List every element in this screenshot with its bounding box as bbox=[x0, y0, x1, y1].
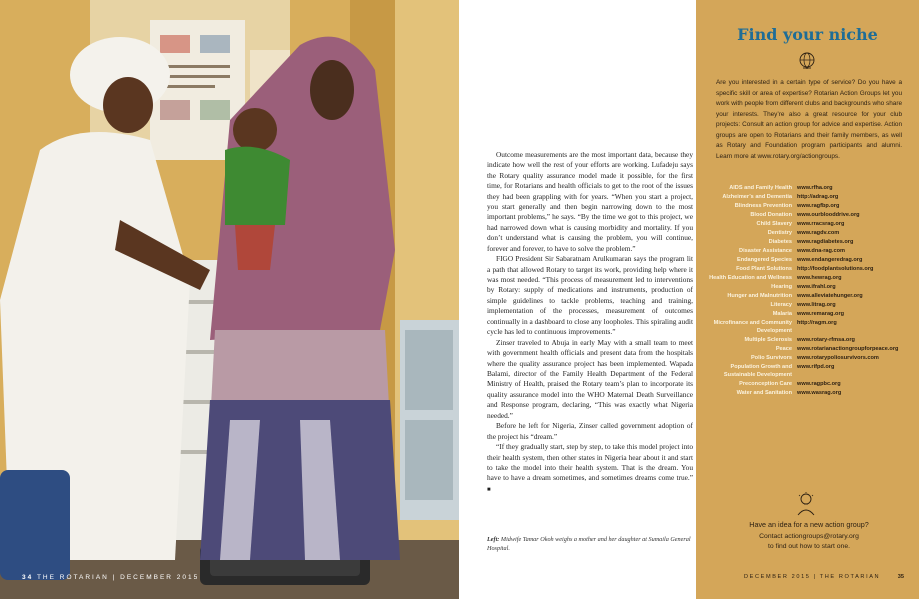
action-group-row bbox=[704, 229, 912, 237]
action-group-url[interactable]: www.rracsrag.org bbox=[797, 221, 845, 227]
action-group-row bbox=[704, 193, 912, 201]
action-group-name: Food Plant Solutions bbox=[736, 266, 792, 272]
action-group-url[interactable]: www.ragpbc.org bbox=[797, 381, 841, 387]
action-group-row bbox=[704, 354, 912, 362]
action-group-url[interactable]: www.ifrahl.org bbox=[797, 284, 836, 290]
action-group-row bbox=[704, 319, 912, 335]
sidebar-intro: Are you interested in a certain type of service? Do you have a specific skill or area of expertise? Rotarian Action Groups let you work with people from different clubs and backgrounds who share your interests. They’re also a great resource for your club projects: Consult an action group for advice and expertise. Action groups are open to Rotarians and their family members, as well as Rotary and Foundation program participants and alumni. Learn more at www.rotary.org/actiongroups. bbox=[716, 79, 902, 160]
action-group-row bbox=[704, 238, 912, 246]
action-group-row bbox=[704, 211, 912, 219]
action-group-url[interactable]: www.ragfbp.org bbox=[797, 203, 840, 209]
action-group-url[interactable]: http://adrag.org bbox=[797, 194, 839, 200]
action-group-row bbox=[704, 292, 912, 300]
action-group-name: Polio Survivors bbox=[750, 355, 792, 361]
action-group-row bbox=[704, 389, 912, 397]
action-group-url[interactable]: www.remarag.org bbox=[797, 311, 845, 317]
action-group-url[interactable]: www.wasrag.org bbox=[797, 390, 842, 396]
action-group-name: Hunger and Malnutrition bbox=[727, 293, 792, 299]
cta-action: to find out how to start one. bbox=[768, 543, 850, 550]
article-paragraph-last bbox=[487, 442, 693, 495]
action-group-url[interactable]: www.ourblooddrive.org bbox=[797, 212, 860, 218]
action-group-name: Literacy bbox=[770, 302, 792, 308]
action-group-url[interactable]: www.rifpd.org bbox=[797, 364, 835, 370]
action-groups-sidebar bbox=[696, 0, 919, 599]
action-group-row bbox=[704, 202, 912, 210]
action-group-url[interactable]: www.rotarypoliosurvivors.com bbox=[797, 355, 879, 361]
action-group-list bbox=[704, 184, 912, 398]
action-group-name: Malaria bbox=[772, 311, 792, 317]
action-group-name: Diabetes bbox=[768, 239, 792, 245]
action-group-url[interactable]: www.rotarianactiongroupforpeace.org bbox=[797, 346, 899, 352]
left-page-number: 34 bbox=[22, 574, 34, 581]
caption-lead: Left: bbox=[487, 536, 500, 543]
action-group-name: Peace bbox=[775, 346, 792, 352]
end-mark: ■ bbox=[487, 486, 491, 493]
action-group-name: Preconception Care bbox=[739, 381, 792, 387]
action-group-url[interactable]: http://ragm.org bbox=[797, 320, 837, 326]
action-group-name: Water and Sanitation bbox=[736, 390, 792, 396]
action-group-name: Child Slavery bbox=[756, 221, 792, 227]
action-group-row bbox=[704, 310, 912, 318]
action-group-url[interactable]: www.ragdv.com bbox=[797, 230, 840, 236]
action-group-row bbox=[704, 220, 912, 228]
action-group-row bbox=[704, 184, 912, 192]
article-paragraph: Zinser traveled to Abuja in early May with a small team to meet with government health officials and present data from the hospitals where the quality assurance project has been implemented. Wapada Balami, director of the Family Health Department of the Federal Ministry of Health, praised the Rotary team’s plan to incorporate its quality assurance model into the WHO Maternal Death Surveillance and Response program, declaring, “This was exactly what Nigeria needed.” bbox=[487, 337, 693, 420]
action-group-url[interactable]: www.hewrag.org bbox=[797, 275, 842, 281]
action-group-row bbox=[704, 247, 912, 255]
action-group-url[interactable]: www.ragdiabetes.org bbox=[797, 239, 854, 245]
article-paragraph-text: “If they gradually start, step by step, to take this model project into their health system, then other states in Nigeria hear about it and start to take the model into their health system. That is the dream. You have to have a dream sometimes, and sometimes dreams come true.” bbox=[487, 442, 693, 483]
action-group-name: Dentistry bbox=[767, 230, 792, 236]
right-page-number: 35 bbox=[897, 574, 904, 580]
new-group-cta bbox=[716, 520, 902, 552]
action-group-name: Health Education and Wellness bbox=[709, 275, 792, 281]
article-paragraph: Before he left for Nigeria, Zinser called government adoption of the project his “dream.” bbox=[487, 421, 693, 441]
action-group-name: Hearing bbox=[771, 284, 792, 290]
article-body bbox=[487, 150, 693, 495]
action-group-name: AIDS and Family Health bbox=[729, 185, 792, 191]
action-group-row bbox=[704, 336, 912, 344]
action-group-row bbox=[704, 380, 912, 388]
action-group-name: Endangered Species bbox=[736, 257, 792, 263]
caption-text: Midwife Tamar Okoh weighs a mother and her daughter at Sumaila General Hospital. bbox=[487, 536, 691, 552]
action-group-row bbox=[704, 363, 912, 379]
photo-illustration bbox=[0, 0, 459, 599]
action-group-row bbox=[704, 301, 912, 309]
right-folio-text: DECEMBER 2015 | THE ROTARIAN bbox=[744, 574, 881, 580]
action-group-url[interactable]: www.endangeredrag.org bbox=[797, 257, 863, 263]
sidebar-title: Find your niche bbox=[737, 25, 878, 44]
photo-caption bbox=[487, 536, 693, 553]
clinic-photo bbox=[0, 0, 459, 599]
action-group-name: Disaster Assistance bbox=[739, 248, 792, 254]
action-group-row bbox=[704, 274, 912, 282]
action-group-row bbox=[704, 256, 912, 264]
article-paragraph: Outcome measurements are the most important data, because they indicate how well the rest of your efforts are working. Lufadeju says the Rotary quality assurance model made it possible, for the first time, for Rotarians and health officials to get to the root of the issues they had been grappling with for years. “When you start a project, you start generally and then begin narrowing down to the most important problems,” he says. “By the time we got to this project, we had narrowed down what is causing morbidity and mortality. If you don’t understand what is causing the problem, you will continue, forever and forever, to have to solve the problem.” bbox=[487, 150, 693, 253]
action-group-url[interactable]: www.litrag.org bbox=[797, 302, 836, 308]
right-folio bbox=[744, 574, 904, 580]
action-group-name: Microfinance and Community Development bbox=[713, 320, 792, 334]
action-group-name: Alzheimer’s and Dementia bbox=[722, 194, 792, 200]
left-folio-text: THE ROTARIAN | DECEMBER 2015 bbox=[36, 574, 200, 581]
action-group-url[interactable]: www.rotary-rfmsa.org bbox=[797, 337, 855, 343]
action-group-name: Blood Donation bbox=[750, 212, 792, 218]
action-group-name: Blindness Prevention bbox=[734, 203, 792, 209]
action-group-name: Population Growth and Sustainable Development bbox=[723, 364, 792, 378]
action-group-url[interactable]: www.rfha.org bbox=[797, 185, 833, 191]
action-group-url[interactable]: www.dna-rag.com bbox=[797, 248, 845, 254]
article-paragraph: FIGO President Sir Sabaratnam Arulkumaran says the program lit a path that allowed Rotary to target its work, providing help where it was most needed. “This process of measurement led to interventions by Rotary: supply of medications and instruments, production of simple guidelines to tackle problems, teaching and training, implementation of the processes, measurement of outcomes continually in a dashboard to close any loopholes. This spiraling audit cycle has led to continuous improvements.” bbox=[487, 254, 693, 337]
lightbulb-person-icon bbox=[794, 492, 818, 516]
cta-contact[interactable]: Contact actiongroups@rotary.org bbox=[759, 533, 859, 540]
action-group-url[interactable]: www.alleviatehunger.org bbox=[797, 293, 863, 299]
globe-icon bbox=[796, 50, 818, 72]
action-group-row bbox=[704, 283, 912, 291]
action-group-url[interactable]: http://foodplantsolutions.org bbox=[797, 266, 874, 272]
left-folio bbox=[22, 574, 199, 581]
cta-question: Have an idea for a new action group? bbox=[749, 520, 869, 529]
action-group-name: Multiple Sclerosis bbox=[744, 337, 792, 343]
action-group-row bbox=[704, 265, 912, 273]
action-group-row bbox=[704, 345, 912, 353]
